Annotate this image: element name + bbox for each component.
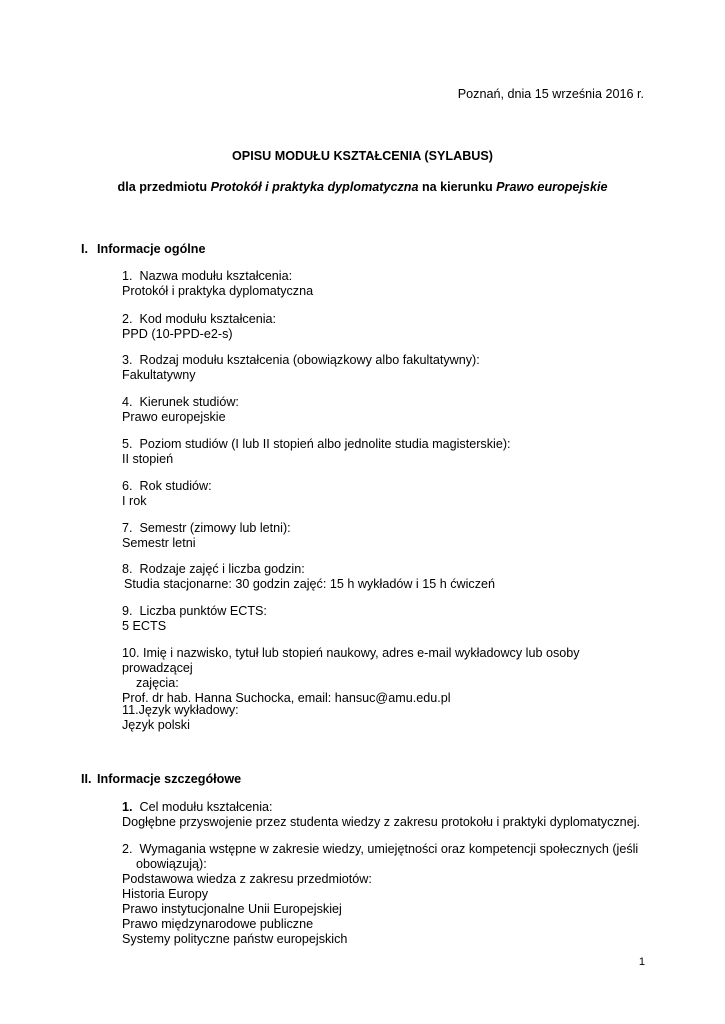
item-value: Prof. dr hab. Hanna Suchocka, email: hansuc@amu.edu.pl	[122, 691, 451, 705]
document-date: Poznań, dnia 15 września 2016 r.	[457, 87, 644, 101]
info-item-1	[122, 269, 645, 299]
item-number: 1.	[122, 269, 133, 283]
item-value: 5 ECTS	[122, 619, 167, 633]
section-2-title: Informacje szczegółowe	[97, 772, 242, 786]
item-value: Semestr letni	[122, 536, 196, 550]
item-label: Nazwa modułu kształcenia:	[139, 269, 293, 283]
item-number: 9.	[122, 604, 133, 618]
prereq-line: Podstawowa wiedza z zakresu przedmiotów:	[122, 872, 372, 886]
info-item-8	[122, 562, 645, 592]
item-label: Kod modułu kształcenia:	[139, 312, 277, 326]
item-number: 2.	[122, 312, 133, 326]
info-item-7	[122, 521, 645, 551]
item-number: 6.	[122, 479, 133, 493]
section-2-number: II.	[81, 772, 92, 786]
item-value: Fakultatywny	[122, 368, 196, 382]
prereq-line: Prawo instytucjonalne Unii Europejskiej	[122, 902, 342, 916]
item-number: 3.	[122, 353, 133, 367]
section-1-heading	[81, 242, 205, 257]
item-value: I rok	[122, 494, 147, 508]
item-label-line1: Imię i nazwisko, tytuł lub stopień naukowy, adres e-mail wykładowcy lub osoby prowadzącej	[122, 646, 580, 675]
subtitle-field: Prawo europejskie	[496, 180, 608, 194]
info-item-11	[122, 703, 645, 733]
item-label: Rok studiów:	[139, 479, 212, 493]
item-label: Liczba punktów ECTS:	[139, 604, 267, 618]
item-label-line2: obowiązują):	[136, 857, 207, 871]
info-item-4	[122, 395, 645, 425]
section-1-title: Informacje ogólne	[97, 242, 206, 256]
prereq-line: Historia Europy	[122, 887, 209, 901]
item-number: 7.	[122, 521, 133, 535]
section-1-number: I.	[81, 242, 88, 256]
info-item-5	[122, 437, 645, 467]
detail-item-1	[122, 800, 645, 830]
item-label: Semestr (zimowy lub letni):	[139, 521, 291, 535]
item-label-line2: zajęcia:	[136, 676, 179, 690]
item-label: Kierunek studiów:	[139, 395, 239, 409]
item-value: Protokół i praktyka dyplomatyczna	[122, 284, 314, 298]
item-label: Poziom studiów (I lub II stopień albo jednolite studia magisterskie):	[139, 437, 511, 451]
document-title: OPISU MODUŁU KSZTAŁCENIA (SYLABUS)	[232, 149, 493, 163]
item-label: Rodzaje zajęć i liczba godzin:	[139, 562, 305, 576]
info-item-9	[122, 604, 645, 634]
item-value: Język polski	[122, 718, 190, 732]
item-label-line1: Wymagania wstępne w zakresie wiedzy, umiejętności oraz kompetencji społecznych (jeśli	[139, 842, 639, 856]
detail-item-2	[122, 842, 645, 947]
item-value: Prawo europejskie	[122, 410, 226, 424]
item-value: Studia stacjonarne: 30 godzin zajęć: 15 h wykładów i 15 h ćwiczeń	[124, 577, 496, 591]
item-label: Rodzaj modułu kształcenia (obowiązkowy albo fakultatywny):	[139, 353, 480, 367]
subtitle-middle: na kierunku	[418, 180, 497, 194]
item-number: 2.	[122, 842, 133, 856]
subtitle-prefix: dla przedmiotu	[117, 180, 211, 194]
item-number: 11.	[122, 703, 139, 717]
prereq-line: Prawo międzynarodowe publiczne	[122, 917, 314, 931]
info-item-10	[122, 646, 645, 706]
item-value: PPD (10-PPD-e2-s)	[122, 327, 233, 341]
item-number: 4.	[122, 395, 133, 409]
item-value: II stopień	[122, 452, 174, 466]
item-number: 10.	[122, 646, 140, 660]
prereq-line: Systemy polityczne państw europejskich	[122, 932, 348, 946]
document-subtitle	[0, 180, 725, 195]
info-item-2	[122, 312, 645, 342]
subtitle-subject: Protokół i praktyka dyplomatyczna	[210, 180, 419, 194]
section-2-heading	[81, 772, 241, 787]
item-number: 8.	[122, 562, 133, 576]
info-item-6	[122, 479, 645, 509]
page-number: 1	[638, 956, 645, 968]
item-number: 5.	[122, 437, 133, 451]
item-label: Język wykładowy:	[138, 703, 239, 717]
item-value: Dogłębne przyswojenie przez studenta wiedzy z zakresu protokołu i praktyki dyplomatycznej.	[122, 815, 640, 829]
item-number: 1.	[122, 800, 133, 814]
info-item-3	[122, 353, 645, 383]
item-label: Cel modułu kształcenia:	[139, 800, 273, 814]
